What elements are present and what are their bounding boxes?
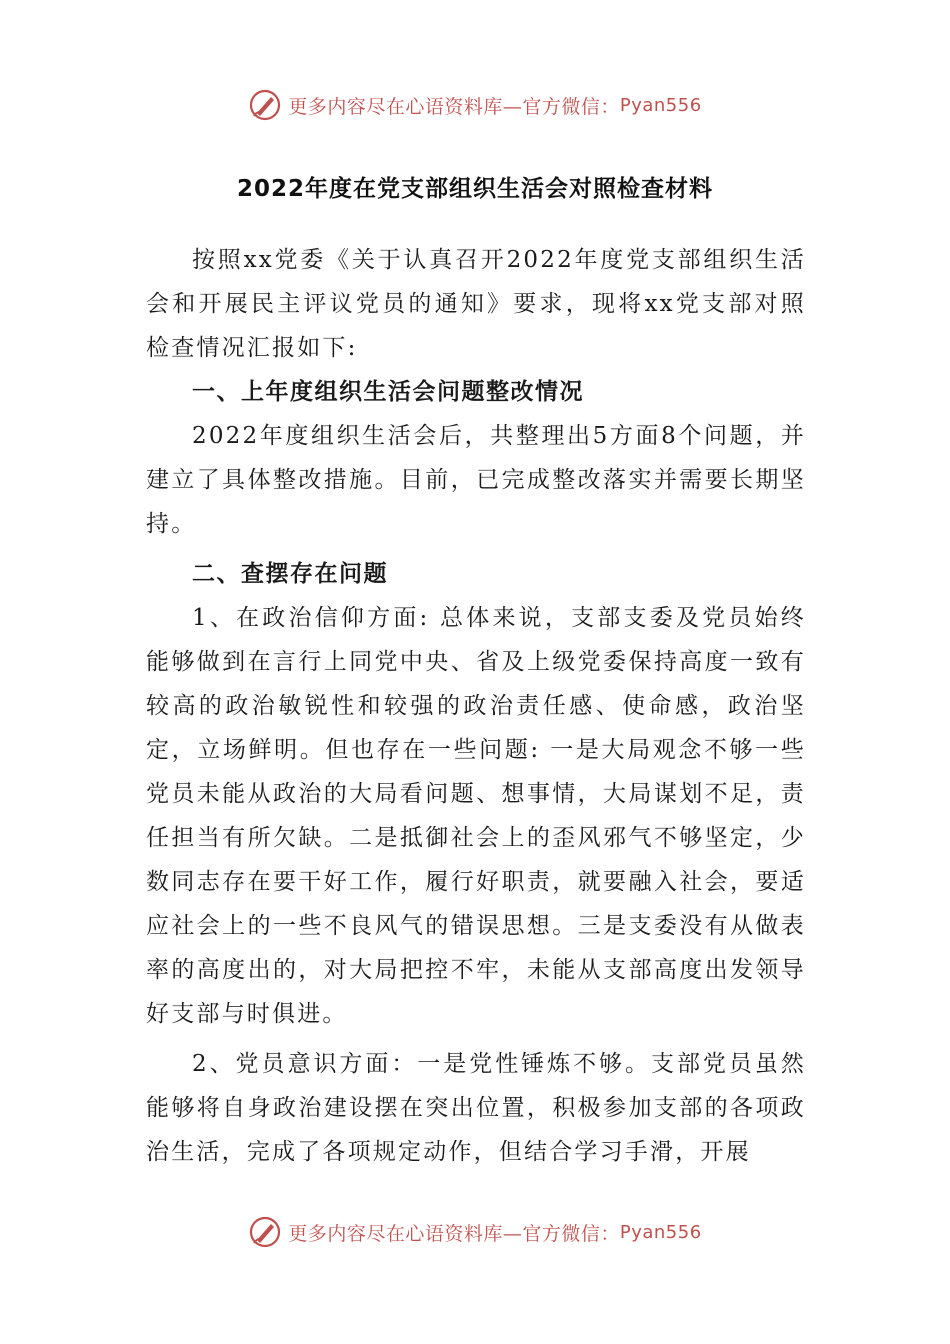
pen-circle-logo-icon [248,88,282,122]
watermark-contact: Pyan556 [619,94,702,116]
watermark-contact: Pyan556 [619,1221,702,1243]
section-2-heading: 二、查摆存在问题 [192,561,388,587]
watermark-text: 更多内容尽在心语资料库—官方微信： [288,95,620,118]
document-title: 2022年度在党支部组织生活会对照检查材料 [236,176,713,202]
intro-paragraph: 按照xx党委《关于认真召开2022年度党支部组织生活会和开展民主评议党员的通知》要求，现将xx党支部对照检查情况汇报如下: [146,247,806,361]
section-2-paragraph-1: 1、在政治信仰方面: 总体来说，支部支委及党员始终能够做到在言行上同党中央、省及上级党委保持高度一致有较高的政治敏锐性和较强的政治责任感、使命感，政治坚定，立场鲜明。但也存在一些问题: 一是大局观念不够一些党员未能从政治的大局看问题、想事情，大局谋划不足，责任担当有所欠缺。二是抵御社会上的歪风邪气不够坚定，少数同志存在要干好工作，履行好职责，就要融入社会，要适应社会上的一些不良风气的错误思想。三是支委没有从做表率的高度出的，对大局把控不牢，未能从支部高度出发领导好支部与时俱进。 [146,605,806,1027]
document-body [146,238,806,1174]
watermark-text: 更多内容尽在心语资料库—官方微信： [288,1222,620,1245]
section-2-paragraph-2: 2、党员意识方面：一是党性锤炼不够。支部党员虽然能够将自身政治建设摆在突出位置，积极参加支部的各项政治生活，完成了各项规定动作，但结合学习手滑，开展 [146,1051,806,1165]
watermark-footer [0,1212,950,1252]
section-1-paragraph: 2022年度组织生活会后，共整理出5方面8个问题，并建立了具体整改措施。目前，已完成整改落实并需要长期坚持。 [146,423,806,537]
pen-circle-logo-icon [248,1215,282,1249]
section-1-heading: 一、上年度组织生活会问题整改情况 [192,379,584,405]
watermark-header [0,85,950,125]
